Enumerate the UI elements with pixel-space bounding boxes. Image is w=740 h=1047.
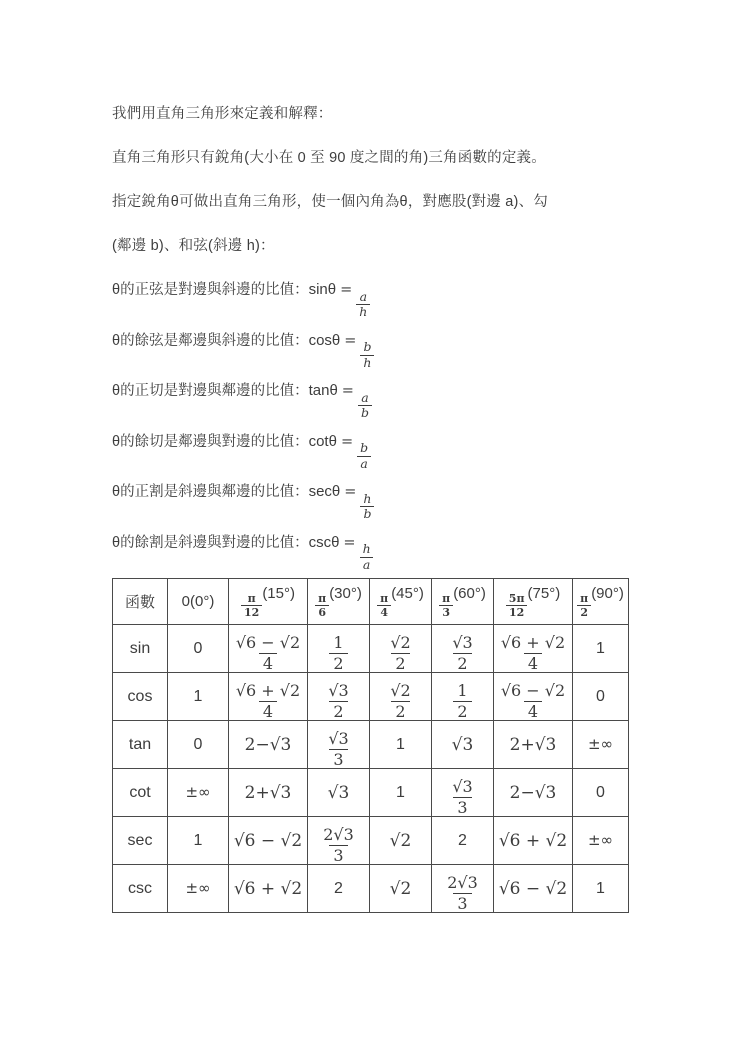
angle-radian-fraction: [577, 593, 591, 618]
cell-tan-0: [168, 721, 229, 769]
fraction-numerator: √3: [452, 776, 473, 796]
table-row: [113, 625, 629, 673]
angle-radian-fraction: [241, 593, 262, 618]
definition-cos-function: cos: [308, 331, 332, 349]
fraction-denominator: 4: [524, 653, 542, 672]
fraction-numerator: π: [318, 592, 327, 606]
equals-sign: =: [344, 484, 357, 500]
fraction-denominator: b: [358, 405, 372, 420]
row-function-name-sec: sec: [113, 817, 168, 865]
value-fraction: [232, 632, 304, 673]
cell-tan-3: [370, 721, 432, 769]
fraction-denominator: 4: [259, 701, 277, 720]
fraction-numerator: b: [360, 440, 369, 455]
cell-csc-0: [168, 865, 229, 913]
fraction-denominator: 2: [453, 701, 471, 720]
equals-sign: =: [341, 383, 354, 399]
cell-value: [497, 673, 569, 721]
cell-value: √3: [451, 734, 474, 755]
cell-tan-5: [494, 721, 573, 769]
fraction-numerator: √3: [452, 632, 473, 652]
fraction-numerator: √2: [390, 680, 411, 700]
fraction-numerator: π: [247, 592, 256, 606]
definition-sin-text: θ的正弦是對邊與斜邊的比值：: [112, 282, 309, 298]
row-function-name-csc: csc: [113, 865, 168, 913]
fraction-numerator: h: [362, 541, 371, 556]
header-angle-0: [168, 579, 229, 625]
cell-csc-4: [432, 865, 494, 913]
fraction-denominator: 2: [391, 653, 409, 672]
cell-cos-1: [229, 673, 308, 721]
value-fraction: [329, 632, 347, 673]
fraction-numerator: √2: [390, 632, 411, 652]
cell-value: 1: [396, 735, 405, 753]
definition-cot-function: cot: [308, 432, 329, 450]
value-fraction: [448, 776, 476, 817]
fraction-numerator: √6 − √2: [235, 632, 301, 652]
cell-value: √6 + √2: [498, 830, 568, 851]
equals-sign: =: [340, 282, 353, 298]
header-angle-3: [370, 579, 432, 625]
definition-tan-text: θ的正切是對邊與鄰邊的比值：: [112, 383, 309, 399]
paragraph-4: (鄰邊 b)、和弦(斜邊 h)：: [112, 238, 275, 254]
cell-value: [448, 625, 476, 673]
fraction-numerator: √3: [328, 728, 349, 748]
fraction-numerator: √6 + √2: [235, 680, 301, 700]
cell-cos-2: [308, 673, 370, 721]
angle-degrees: (75°): [527, 584, 561, 602]
definition-sec-fraction: [360, 490, 374, 521]
equals-sign: =: [344, 332, 357, 349]
fraction-numerator: a: [361, 389, 369, 405]
table-header-row: [113, 579, 629, 625]
value-fraction: [386, 680, 414, 721]
fraction-denominator: 2: [329, 653, 347, 672]
header-angle-5: [494, 579, 573, 625]
table-row: [113, 769, 629, 817]
fraction-denominator: 3: [329, 749, 347, 768]
cell-cot-3: [370, 769, 432, 817]
fraction-denominator: 2: [329, 701, 347, 720]
fraction-numerator: a: [359, 288, 368, 304]
fraction-denominator: 3: [329, 845, 347, 864]
fraction-numerator: 2√3: [323, 824, 354, 844]
cell-cot-2: [308, 769, 370, 817]
cell-cot-6: [573, 769, 629, 817]
cell-csc-2: [308, 865, 370, 913]
definition-sec-function: sec: [308, 483, 332, 500]
value-fraction: [324, 680, 352, 721]
value-fraction: [497, 632, 569, 673]
equals-sign: =: [343, 534, 356, 551]
angle-radian-fraction: [315, 593, 329, 618]
cell-cot-4: [432, 769, 494, 817]
definition-cot-text: θ的餘切是鄰邊與對邊的比值：: [112, 433, 309, 450]
cell-value: 2+√3: [244, 782, 292, 803]
fraction-denominator: 12: [241, 605, 262, 618]
definition-sec: [112, 470, 652, 521]
cell-value: [453, 673, 471, 721]
trig-value-table-wrapper: [112, 578, 629, 913]
cell-value: 0: [596, 783, 605, 801]
fraction-denominator: h: [360, 355, 374, 370]
table-row: [113, 721, 629, 769]
cell-value: 2−√3: [509, 782, 557, 803]
angle-degrees: (90°): [591, 584, 624, 602]
cell-value: √2: [389, 830, 412, 851]
angle-radian-fraction: [439, 593, 453, 618]
cell-value: 0: [193, 639, 203, 657]
paragraph-2: 直角三角形只有銳角(大小在 0 至 90 度之間的角)三角函數的定義。: [112, 150, 546, 166]
definition-csc-text: θ的餘割是斜邊與對邊的比值：: [112, 534, 309, 551]
angle-radian: 0: [181, 593, 190, 610]
fraction-denominator: 2: [453, 653, 471, 672]
angle-degrees: (0°): [190, 593, 215, 610]
definition-cot-fraction: [357, 442, 371, 470]
cell-value: [319, 817, 358, 865]
cell-value: [324, 673, 352, 721]
fraction-denominator: 2: [577, 605, 591, 618]
fraction-denominator: h: [356, 304, 370, 319]
cell-value: [232, 673, 304, 721]
fraction-numerator: 1: [333, 632, 344, 652]
cell-value: [232, 625, 304, 673]
table-body: [113, 625, 629, 913]
definition-cot-arg: θ: [328, 432, 337, 450]
definition-csc-arg: θ: [331, 533, 340, 551]
cell-value: 0: [193, 735, 203, 753]
fraction-numerator: 5π: [508, 592, 525, 606]
cell-sec-4: [432, 817, 494, 865]
fraction-numerator: π: [580, 592, 589, 606]
cell-sin-3: [370, 625, 432, 673]
definition-tan-fraction: [358, 389, 372, 420]
cell-value: ±∞: [587, 735, 614, 753]
cell-value: 1: [596, 639, 605, 657]
cell-tan-1: [229, 721, 308, 769]
cell-sec-3: [370, 817, 432, 865]
value-fraction: [497, 680, 569, 721]
cell-csc-1: [229, 865, 308, 913]
value-fraction: [319, 824, 358, 865]
cell-cos-4: [432, 673, 494, 721]
cell-value: 2: [334, 879, 343, 897]
header-angle-6: [573, 579, 629, 625]
cell-csc-5: [494, 865, 573, 913]
fraction-denominator: 6: [315, 605, 329, 618]
cell-value: ±∞: [185, 879, 211, 897]
cell-value: √6 + √2: [233, 878, 303, 899]
definition-cos-text: θ的餘弦是鄰邊與斜邊的比值：: [112, 332, 309, 349]
cell-sec-2: [308, 817, 370, 865]
cell-value: 0: [596, 687, 605, 705]
definition-cos-arg: θ: [331, 331, 341, 349]
definition-sin-function: sin: [308, 281, 328, 298]
prose-block: [112, 92, 652, 571]
cell-cot-1: [229, 769, 308, 817]
fraction-numerator: 2√3: [447, 872, 478, 892]
cell-value: 2−√3: [244, 734, 292, 755]
value-fraction: [324, 728, 352, 769]
fraction-denominator: 2: [391, 701, 409, 720]
definition-sin-fraction: [356, 288, 370, 319]
fraction-denominator: 12: [506, 605, 527, 618]
row-function-name-cot: cot: [113, 769, 168, 817]
cell-value: [324, 721, 352, 769]
cell-cos-3: [370, 673, 432, 721]
angle-degrees: (30°): [329, 584, 362, 602]
cell-tan-6: [573, 721, 629, 769]
cell-value: √2: [389, 878, 412, 899]
fraction-denominator: 4: [377, 605, 391, 618]
fraction-denominator: 3: [453, 893, 471, 912]
cell-csc-3: [370, 865, 432, 913]
fraction-denominator: 4: [259, 653, 277, 672]
fraction-numerator: b: [363, 339, 372, 354]
cell-value: 2: [458, 831, 467, 849]
header-angle-2: [308, 579, 370, 625]
cell-value: [448, 769, 476, 817]
row-function-name-tan: tan: [113, 721, 168, 769]
fraction-numerator: π: [442, 592, 451, 606]
cell-cos-6: [573, 673, 629, 721]
angle-degrees: (60°): [453, 584, 486, 602]
cell-sin-4: [432, 625, 494, 673]
cell-sin-6: [573, 625, 629, 673]
cell-value: √3: [327, 782, 350, 803]
definition-sec-text: θ的正割是斜邊與鄰邊的比值：: [112, 484, 309, 500]
definition-tan-function: tan: [308, 382, 330, 399]
value-fraction: [448, 632, 476, 673]
cell-value: 1: [193, 687, 203, 705]
definition-cot: [112, 420, 652, 471]
angle-radian-fraction: [377, 593, 391, 618]
cell-value: 1: [193, 831, 203, 849]
fraction-numerator: √3: [328, 680, 349, 700]
fraction-numerator: √6 − √2: [500, 680, 566, 700]
paragraph-1: 我們用直角三角形來定義和解釋：: [112, 106, 333, 122]
cell-cos-5: [494, 673, 573, 721]
row-function-name-sin: sin: [113, 625, 168, 673]
cell-sin-1: [229, 625, 308, 673]
definition-csc-fraction: [360, 543, 374, 571]
header-function-label: 函數: [113, 579, 168, 625]
value-fraction: [232, 680, 304, 721]
definition-sin: [112, 268, 652, 319]
cell-sec-6: [573, 817, 629, 865]
definition-tan: [112, 369, 652, 420]
value-fraction: [443, 872, 482, 913]
definition-sin-arg: θ: [327, 281, 337, 298]
equals-sign: =: [340, 433, 354, 450]
fraction-numerator: h: [363, 490, 372, 506]
cell-cot-5: [494, 769, 573, 817]
cell-value: √6 − √2: [498, 878, 568, 899]
cell-tan-4: [432, 721, 494, 769]
definition-cos-fraction: [360, 341, 374, 369]
cell-sec-0: [168, 817, 229, 865]
fraction-numerator: 1: [457, 680, 468, 700]
angle-radian-fraction: [506, 593, 528, 618]
angle-degrees: (15°): [262, 584, 295, 602]
cell-value: [443, 865, 482, 913]
angle-degrees: (45°): [391, 584, 424, 602]
fraction-numerator: √6 + √2: [500, 632, 566, 652]
cell-cot-0: [168, 769, 229, 817]
cell-value: 1: [596, 879, 605, 897]
cell-value: ±∞: [185, 783, 211, 801]
definition-csc: [112, 521, 652, 572]
paragraph-3: 指定銳角θ可做出直角三角形，使一個內角為θ，對應股(對邊 a)、勾: [112, 194, 548, 210]
fraction-denominator: 4: [524, 701, 542, 720]
cell-sin-2: [308, 625, 370, 673]
cell-value: 2+√3: [509, 734, 557, 755]
cell-value: ±∞: [587, 831, 614, 849]
fraction-denominator: 3: [453, 797, 471, 816]
cell-sec-5: [494, 817, 573, 865]
cell-sec-1: [229, 817, 308, 865]
definition-sec-arg: θ: [331, 483, 341, 500]
cell-cos-0: [168, 673, 229, 721]
cell-value: [386, 673, 414, 721]
fraction-denominator: a: [360, 557, 373, 572]
fraction-numerator: π: [380, 592, 389, 606]
header-angle-4: [432, 579, 494, 625]
cell-sin-5: [494, 625, 573, 673]
trig-value-table: [112, 578, 629, 913]
fraction-denominator: b: [360, 506, 374, 521]
definition-tan-arg: θ: [329, 382, 338, 399]
definition-cos: [112, 319, 652, 370]
cell-value: [497, 625, 569, 673]
cell-value: 1: [396, 783, 405, 801]
cell-tan-2: [308, 721, 370, 769]
value-fraction: [453, 680, 471, 721]
table-row: [113, 817, 629, 865]
definition-csc-function: csc: [308, 533, 332, 551]
cell-sin-0: [168, 625, 229, 673]
table-row: [113, 865, 629, 913]
cell-csc-6: [573, 865, 629, 913]
header-angle-1: [229, 579, 308, 625]
cell-value: [386, 625, 414, 673]
table-row: [113, 673, 629, 721]
row-function-name-cos: cos: [113, 673, 168, 721]
cell-value: √6 − √2: [233, 830, 303, 851]
fraction-denominator: 3: [439, 605, 453, 618]
cell-value: [329, 625, 347, 673]
value-fraction: [386, 632, 414, 673]
fraction-denominator: a: [357, 456, 370, 471]
